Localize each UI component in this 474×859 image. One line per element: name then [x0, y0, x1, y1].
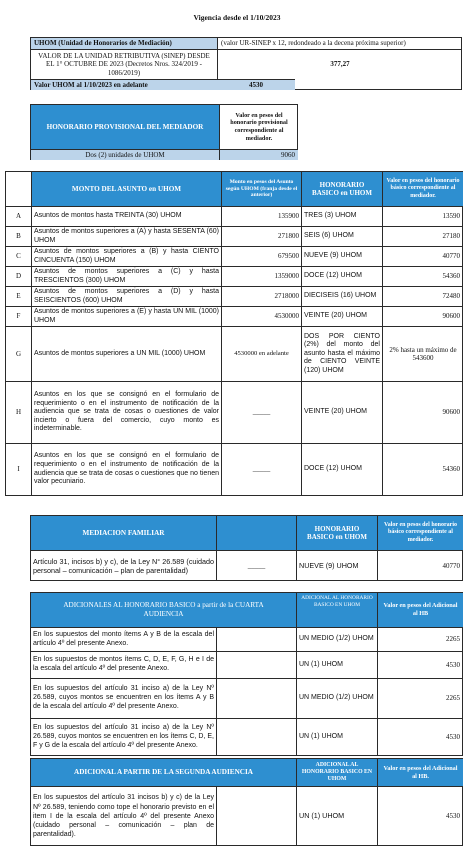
adicional-desc: En los supuestos del monto ítems A y B de la escala del artículo 4º del presente Anexo.: [31, 627, 216, 651]
adicionales2-hon-header: ADICIONAL AL HONORARIO BASICO EN UHOM: [296, 759, 377, 786]
row-honorario: DOS POR CIENTO (2%) del monto del asunto hasta el máximo de CIENTO VEINTE (120) UHOM: [301, 326, 382, 381]
row-pesos: 1359000: [221, 266, 301, 286]
row-value: 90600: [382, 306, 463, 326]
row-letter: B: [6, 226, 31, 246]
provisional-row-value: 9060: [219, 149, 298, 160]
row-value: 40770: [382, 246, 463, 266]
familiar-desc: Artículo 31, incisos b) y c), de la Ley N° 26.589 (cuidado personal – comunicación – plan de parentalidad): [31, 550, 216, 581]
adicional-value: 2265: [377, 678, 463, 718]
row-description: Asuntos de montos superiores a (E) y hasta UN MIL (1000) UHOM: [31, 306, 221, 326]
familiar-value-header: Valor en pesos del honorario básico correspondiente al mediador.: [377, 516, 463, 550]
adicionales2-value: 4530: [377, 786, 463, 846]
row-value: 54360: [382, 266, 463, 286]
row-letter: A: [6, 206, 31, 226]
value-header: Valor en pesos del honorario básico correspondiente al mediador.: [382, 172, 463, 206]
row-pesos: 2718000: [221, 286, 301, 306]
row-pesos: _____: [221, 381, 301, 443]
adicional-hon: UN (1) UHOM: [296, 718, 377, 756]
familiar-header: MEDIACION FAMILIAR: [31, 516, 216, 550]
familiar-block: [30, 515, 463, 581]
row-letter: F: [6, 306, 31, 326]
adicional-value: 2265: [377, 627, 463, 651]
adicional-blank: [216, 651, 296, 678]
row-pesos: 679500: [221, 246, 301, 266]
adicionales2-desc: En los supuestos del artículo 31 incisos b) y c) de la Ley Nº 26.589, teniendo como tope el honorario previsto en el item I de la escala del artículo 4º del presente Anexo (cuidado personal – comunicación – plan de parentalidad).: [31, 786, 216, 846]
row-value: 72480: [382, 286, 463, 306]
row-pesos: _____: [221, 443, 301, 495]
row-honorario: VEINTE (20) UHOM: [301, 381, 382, 443]
uhom-header-right: (valor UR-SINEP x 12, redondeado a la decena próxima superior): [217, 38, 462, 49]
row-honorario: VEINTE (20) UHOM: [301, 306, 382, 326]
row-letter: G: [6, 326, 31, 381]
familiar-hon: NUEVE (9) UHOM: [296, 550, 377, 581]
row-value: 2% hasta un máximo de 543600: [382, 326, 463, 381]
adicional-value: 4530: [377, 651, 463, 678]
adicionales4-header: ADICIONALES AL HONORARIO BASICO a partir de la CUARTA AUDIENCIA: [31, 593, 296, 627]
adicional-desc: En los supuestos del artículo 31 inciso a) de la Ley Nº 26.589, cuyos montos se encuentren en los ítems A y B de la escala del artículo 4º del presente Anexo.: [31, 678, 216, 718]
amount-header: MONTO DEL ASUNTO en UHOM: [31, 172, 221, 206]
familiar-pesos: _____: [216, 550, 296, 581]
row-letter: E: [6, 286, 31, 306]
provisional-row-label: Dos (2) unidades de UHOM: [31, 149, 219, 160]
adicional-blank: [216, 627, 296, 651]
row-description: Asuntos de montos superiores a (A) y hasta SESENTA (60) UHOM: [31, 226, 221, 246]
adicional-hon: UN MEDIO (1/2) UHOM: [296, 678, 377, 718]
row-honorario: DOCE (12) UHOM: [301, 443, 382, 495]
row-honorario: TRES (3) UHOM: [301, 206, 382, 226]
row-description: Asuntos en los que se consignó en el formulario de requerimiento o en el instrumento de notificación de la audiencia que se trata de cosas o cuestiones de valor incierto o fuera del comercio, cuyo monto es indeterminable.: [31, 381, 221, 443]
row-pesos: 4530000: [221, 306, 301, 326]
adicionales4-value-header: Valor en pesos del Adicional al HB: [377, 593, 463, 627]
row-letter: H: [6, 381, 31, 443]
row-letter: I: [6, 443, 31, 495]
row-pesos: 4530000 en adelante: [221, 326, 301, 381]
sinep-value: 377,27: [217, 49, 462, 79]
adicional-value: 4530: [377, 718, 463, 756]
adicionales4-hon-header: ADICIONAL AL HONORARIO BASICO EN UHOM: [296, 593, 377, 627]
row-value: 54360: [382, 443, 463, 495]
uhom-header-left: UHOM (Unidad de Honorarios de Mediación): [31, 38, 217, 49]
row-description: Asuntos de montos superiores a (C) y hasta TRESCIENTOS (300) UHOM: [31, 266, 221, 286]
adicionales2-blank: [216, 786, 296, 846]
row-honorario: SEIS (6) UHOM: [301, 226, 382, 246]
provisional-header: HONORARIO PROVISIONAL DEL MEDIADOR: [31, 105, 219, 149]
pesos-header: Monto en pesos del Asunto según UHOM (franja desde el anterior): [221, 172, 301, 206]
row-value: 27180: [382, 226, 463, 246]
adicionales2-value-header: Valor en pesos del Adicional al HB.: [377, 759, 463, 786]
row-description: Asuntos de montos hasta TREINTA (30) UHOM: [31, 206, 221, 226]
adicionales-cuarta-block: [30, 592, 463, 756]
row-letter: C: [6, 246, 31, 266]
row-pesos: 271800: [221, 226, 301, 246]
row-description: Asuntos de montos superiores a (B) y hasta CIENTO CINCUENTA (150) UHOM: [31, 246, 221, 266]
uhom-value: 4530: [217, 79, 295, 90]
page-title: Vigencia desde el 1/10/2023: [193, 13, 281, 22]
adicional-desc: En los supuestos del artículo 31 inciso a) de la Ley Nº 26.589, cuyos montos se encuentren en los ítems C, D, E, F y G de la escala del artículo 4º del presente Anexo.: [31, 718, 216, 756]
uhom-block: [30, 37, 462, 90]
adicionales2-hon: UN (1) UHOM: [296, 786, 377, 846]
honorario-header: HONORARIO BASICO en UHOM: [301, 172, 382, 206]
row-value: 13590: [382, 206, 463, 226]
row-value: 90600: [382, 381, 463, 443]
row-pesos: 135900: [221, 206, 301, 226]
familiar-hon-header: HONORARIO BASICO en UHOM: [296, 516, 377, 550]
familiar-pesos-header: [216, 516, 296, 550]
adicional-hon: UN (1) UHOM: [296, 651, 377, 678]
adicional-blank: [216, 718, 296, 756]
row-description: Asuntos en los que se consignó en el formulario de requerimiento o en el instrumento de notificación de la audiencia que se trata de cosas o cuestiones que no tienen valor pecuniario.: [31, 443, 221, 495]
provisional-value-header: Valor en pesos del honorario provisional correspondiente al mediador.: [219, 105, 298, 149]
row-honorario: DIECISEIS (16) UHOM: [301, 286, 382, 306]
familiar-value: 40770: [377, 550, 463, 581]
adicional-hon: UN MEDIO (1/2) UHOM: [296, 627, 377, 651]
adicionales2-header: ADICIONAL A PARTIR DE LA SEGUNDA AUDIENCIA: [31, 759, 296, 786]
row-letter: D: [6, 266, 31, 286]
row-description: Asuntos de montos superiores a UN MIL (1000) UHOM: [31, 326, 221, 381]
adicional-segunda-block: [30, 758, 463, 846]
row-description: Asuntos de montos superiores a (D) y hasta SEISCIENTOS (600) UHOM: [31, 286, 221, 306]
sinep-value-label: VALOR DE LA UNIDAD RETRIBUTIVA (SINEP) DESDE EL 1° OCTUBRE DE 2023 (Decretos Nros. 324/2019 - 1086/2019): [31, 49, 217, 79]
provisional-block: [30, 104, 298, 160]
row-honorario: NUEVE (9) UHOM: [301, 246, 382, 266]
row-honorario: DOCE (12) UHOM: [301, 266, 382, 286]
uhom-value-label: Valor UHOM al 1/10/2023 en adelante: [31, 79, 217, 90]
letter-header: [6, 172, 31, 206]
adicional-desc: En los supuestos de montos ítems C, D, E, F, G, H e I de la escala del artículo 4º del presente Anexo.: [31, 651, 216, 678]
adicional-blank: [216, 678, 296, 718]
honorarios-table: [5, 171, 463, 496]
